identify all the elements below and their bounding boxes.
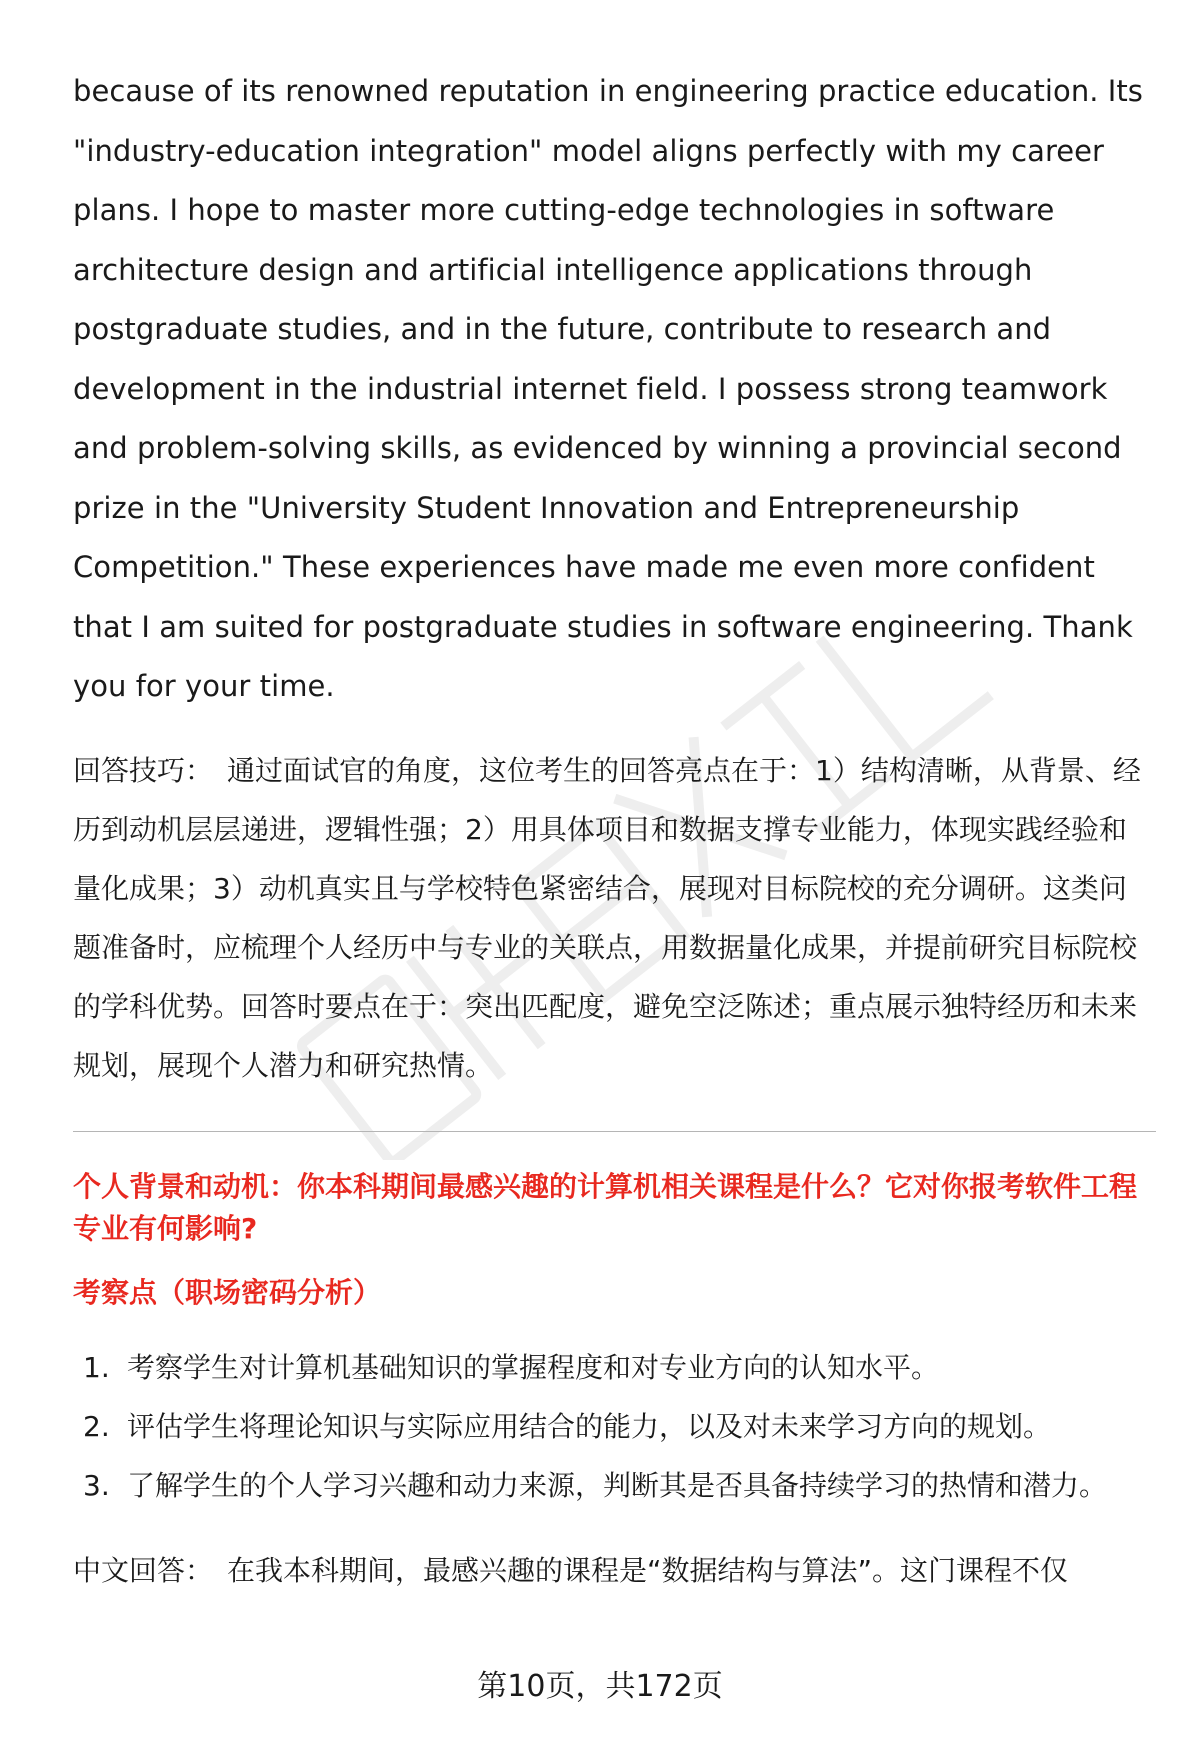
answer-tips-label: 回答技巧： xyxy=(73,753,214,787)
list-item xyxy=(73,1397,1153,1456)
english-answer-paragraph: because of its renowned reputation in engineering practice education. Its "industry-education integration" model aligns perfectly with my career plans. I hope to master more cutting-edge technologies in software architecture design and artificial intelligence applications through postgraduate studies, and in the future, contribute to research and development in the industrial internet field. I possess strong teamwork and problem-solving skills, as evidenced by winning a provincial second prize in the "University Student Innovation and Entrepreneurship Competition." These experiences have made me even more confident that I am suited for postgraduate studies in software engineering. Thank you for your time. xyxy=(73,74,1143,703)
list-item-text: 考察学生对计算机基础知识的掌握程度和对专业方向的认知水平。 xyxy=(127,1350,940,1384)
list-item xyxy=(73,1456,1153,1515)
list-item-number: 1. xyxy=(83,1350,110,1384)
list-item-text: 评估学生将理论知识与实际应用结合的能力，以及对未来学习方向的规划。 xyxy=(127,1409,1052,1443)
chinese-answer-paragraph xyxy=(73,1541,1153,1600)
chinese-answer-label: 中文回答： xyxy=(73,1553,214,1587)
list-item-number: 3. xyxy=(83,1468,110,1502)
list-item xyxy=(73,1338,1153,1397)
answer-tips-text: 通过面试官的角度，这位考生的回答亮点在于：1）结构清晰，从背景、经历到动机层层递进，逻辑性强；2）用具体项目和数据支撑专业能力，体现实践经验和量化成果；3）动机真实且与学校特色紧密结合，展现对目标院校的充分调研。这类问题准备时，应梳理个人经历中与专业的关联点，用数据量化成果，并提前研究目标院校的学科优势。回答时要点在于：突出匹配度，避免空泛陈述；重点展示独特经历和未来规划，展现个人潜力和研究热情。 xyxy=(73,753,1141,1082)
answer-tips-paragraph xyxy=(73,741,1153,1095)
question-heading: 个人背景和动机：你本科期间最感兴趣的计算机相关课程是什么？它对你报考软件工程专业有何影响? xyxy=(73,1169,1138,1245)
section-divider xyxy=(73,1131,1156,1132)
document-page xyxy=(73,62,1153,1600)
page-number-footer: 第10页，共172页 xyxy=(477,1669,723,1704)
list-item-number: 2. xyxy=(83,1409,110,1443)
chinese-answer-text: 在我本科期间，最感兴趣的课程是“数据结构与算法”。这门课程不仅 xyxy=(227,1553,1069,1587)
list-item-text: 了解学生的个人学习兴趣和动力来源，判断其是否具备持续学习的热情和潜力。 xyxy=(127,1468,1108,1502)
assessment-points-list xyxy=(73,1338,1153,1515)
assessment-points-heading: 考察点（职场密码分析） xyxy=(73,1275,382,1309)
